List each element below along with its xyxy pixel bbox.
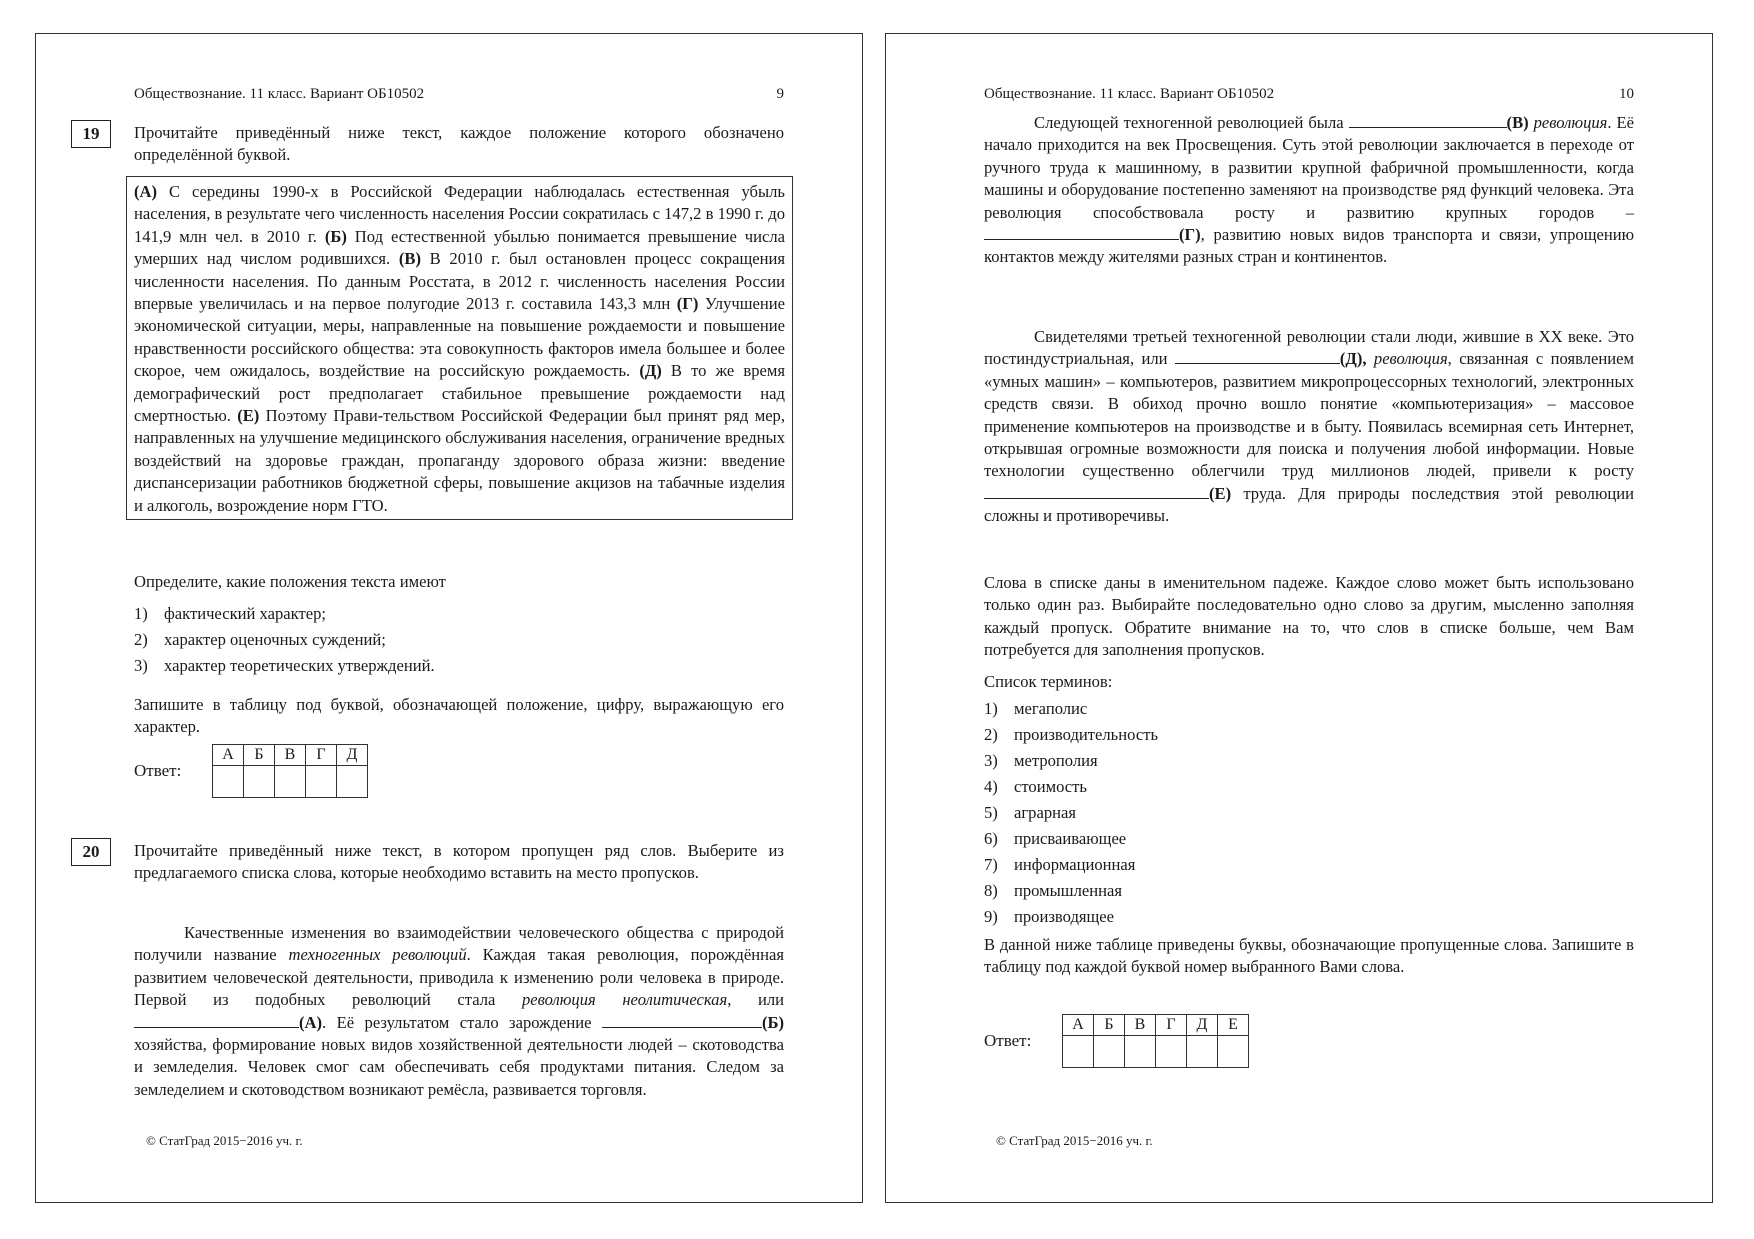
task19-instruction: Прочитайте приведённый ниже текст, каждое положение которого обозначено определённой буквой. <box>134 123 784 165</box>
statement-v: В 2010 г. был остановлен процесс сокращения численности населения. По данным Росстата, в 2012 г. численность населения России впервые увеличилась и на первое полугодие 2013 г. составила 143,3 млн <box>134 249 785 314</box>
mark-d: (Д) <box>639 361 662 381</box>
page-header-title: Обществознание. 11 класс. Вариант ОБ10502 <box>134 86 425 102</box>
mark-e: (Е) <box>1209 483 1232 503</box>
mark-b: (Б) <box>324 226 347 246</box>
task19-write-instruction: Запишите в таблицу под буквой, обозначающей положение, цифру, выражающую его характер. <box>134 695 784 737</box>
terms-title: Список терминов: <box>984 672 1113 691</box>
term-item: 9) производящее <box>984 907 1115 926</box>
mark-v: (В) <box>398 249 421 269</box>
task19-question: Определите, какие положения текста имеют <box>134 572 446 591</box>
term-item: 6) присваивающее <box>984 829 1127 848</box>
answer-letter: А <box>213 745 244 766</box>
answer-cell[interactable] <box>1218 1036 1249 1068</box>
table-instruction: В данной ниже таблице приведены буквы, обозначающие пропущенные слова. Запишите в таблицу под каждой буквой номер выбранного Вами слова. <box>984 935 1634 977</box>
answer-letter: Б <box>1094 1015 1125 1036</box>
mark-v: (В) <box>1506 113 1529 132</box>
blank-e[interactable] <box>984 484 1209 499</box>
answer-letter: Д <box>1187 1015 1218 1036</box>
answer-cell[interactable] <box>1063 1036 1094 1068</box>
blank-d[interactable] <box>1175 349 1340 364</box>
mark-a: (А) <box>299 1012 323 1032</box>
answer-label: Ответ: <box>134 761 182 780</box>
blank-b[interactable] <box>602 1013 762 1028</box>
mark-a: (А) <box>134 182 158 201</box>
task20-text: Качественные изменения во взаимодействии человеческого общества с природой получили название техногенных революций. Каждая такая революция, порождённая развитием человеческой деятельности, приводила к изменению роли человека в природе. Первой из подобных революций стала революция неолитическая, или (А). Её результатом стало зарождение (Б) хозяйства, формирование новых видов хозяйственной деятельности людей – скотоводства и земледелия. Человек смог сам обеспечивать себя продуктами питания. Следом за земледелием и скотоводством возникают ремёсла, развивается торговля. <box>134 923 784 1099</box>
task20-instruction: Прочитайте приведённый ниже текст, в котором пропущен ряд слов. Выберите из предлагаемого списка слова, которые необходимо вставить на место пропусков. <box>134 841 784 883</box>
answer-cell[interactable] <box>1187 1036 1218 1068</box>
answer-letter: Б <box>244 745 275 766</box>
blank-v[interactable] <box>1349 113 1507 128</box>
task20-answer <box>984 1014 1249 1068</box>
answer-cell[interactable] <box>1094 1036 1125 1068</box>
statement-g: Улучшение экономической ситуации, меры, направленные на повышение рождаемости и повышение нравственности российского общества: эта совокупность факторов имела большее и более скорое, чем ожидалось, воздействие на российскую рождаемость. <box>134 294 785 381</box>
answer-letter: А <box>1063 1015 1094 1036</box>
term-item: 5) аграрная <box>984 803 1077 822</box>
answer-label: Ответ: <box>984 1031 1032 1050</box>
answer-cell[interactable] <box>1156 1036 1187 1068</box>
words-instruction: Слова в списке даны в именительном падеже. Каждое слово может быть использовано только один раз. Выбирайте последовательно одно слово за другим, мысленно заполняя каждый пропуск. Обратите внимание на то, что слов в списке больше, чем Вам потребуется для заполнения пропусков. <box>984 573 1634 660</box>
option-item: 2) характер оценочных суждений; <box>134 630 386 649</box>
answer-letter: Е <box>1218 1015 1249 1036</box>
page-left <box>35 33 863 1203</box>
option-item: 1) фактический характер; <box>134 604 327 623</box>
term-item: 2) производительность <box>984 725 1159 744</box>
answer-letter: Г <box>306 745 337 766</box>
answer-cell[interactable] <box>1125 1036 1156 1068</box>
term-item: 8) промышленная <box>984 881 1122 900</box>
task20-text-continued: Следующей техногенной революцией была (В) революция. Её начало приходится на век Просвещения. Суть этой революции заключается в переходе от ручного труда к машинному, в развитии крупной фабричной промышленности, когда машины и оборудование постепенно заменяют на производстве ряд функций человека. Эта революция способствовала росту и развитию крупных городов – (Г), развитию новых видов транспорта и связи, упрощению контактов между жителями разных стран и континентов. <box>984 113 1634 267</box>
mark-e: (Е) <box>237 406 260 426</box>
statement-a: С середины 1990-х в Российской Федерации наблюдалась естественная убыль населения, в результате чего численность населения России сократилась с 147,2 в 1990 г. до 141,9 млн чел. в 2010 г. <box>134 182 785 246</box>
answer-letter: Г <box>1156 1015 1187 1036</box>
term-item: 1) мегаполис <box>984 699 1088 718</box>
task-number-19: 19 <box>71 120 111 148</box>
footer: © СтатГрад 2015−2016 уч. г. <box>146 1133 303 1148</box>
mark-g: (Г) <box>1179 225 1201 245</box>
footer: © СтатГрад 2015−2016 уч. г. <box>996 1133 1153 1148</box>
statement-d: В то же время демографический рост предполагает стабильное превышение рождаемости над смертностью. <box>134 361 785 426</box>
blank-a[interactable] <box>134 1013 299 1028</box>
mark-d: (Д), <box>1339 349 1367 369</box>
task-number-20: 20 <box>71 838 111 866</box>
statement-e: Поэтому Прави-тельством Российской Федерации был принят ряд мер, направленных на улучшение медицинского обслуживания населения, ограничение вредных воздействий на здоровье граждан, пропаганду здорового образа жизни: введение диспансеризации работников бюджетной сферы, повышение акцизов на табачные изделия и алкоголь, возрождение норм ГТО. <box>134 406 785 515</box>
task20-text-paragraph-2: Свидетелями третьей техногенной революции стали люди, жившие в XX веке. Это постиндустриальная, или (Д), революция, связанная с появлением «умных машин» – компьютеров, развитием микропроцессорных технологий, электронных средств связи. В обиход прочно вошло понятие «компьютеризация» – массовое применение компьютеров на производстве и в быту. Появилась всемирная сеть Интернет, открывшая огромные возможности для поиска и получения любой информации. Новые технологии существенно облегчили труд миллионов людей, привели к росту (Е) труда. Для природы последствия этой революции сложны и противоречивы. <box>984 327 1634 526</box>
page-right <box>885 33 1713 1203</box>
page-number: 9 <box>776 86 784 102</box>
mark-b: (Б) <box>761 1012 784 1032</box>
page-header-title: Обществознание. 11 класс. Вариант ОБ10502 <box>984 86 1275 102</box>
answer-letter: В <box>275 745 306 766</box>
term-item: 7) информационная <box>984 855 1136 874</box>
terms-list <box>984 696 1634 930</box>
answer-table <box>1062 1014 1249 1068</box>
answer-letter: Д <box>337 745 368 766</box>
page-number: 10 <box>1619 86 1634 102</box>
mark-g: (Г) <box>676 294 699 314</box>
statement-b: Под естественной убылью понимается превышение числа умерших над числом родившихся. <box>134 226 785 269</box>
option-item: 3) характер теоретических утверждений. <box>134 656 435 675</box>
answer-letter: В <box>1125 1015 1156 1036</box>
term-item: 3) метрополия <box>984 751 1098 770</box>
term-item: 4) стоимость <box>984 777 1087 796</box>
blank-g[interactable] <box>984 225 1179 240</box>
